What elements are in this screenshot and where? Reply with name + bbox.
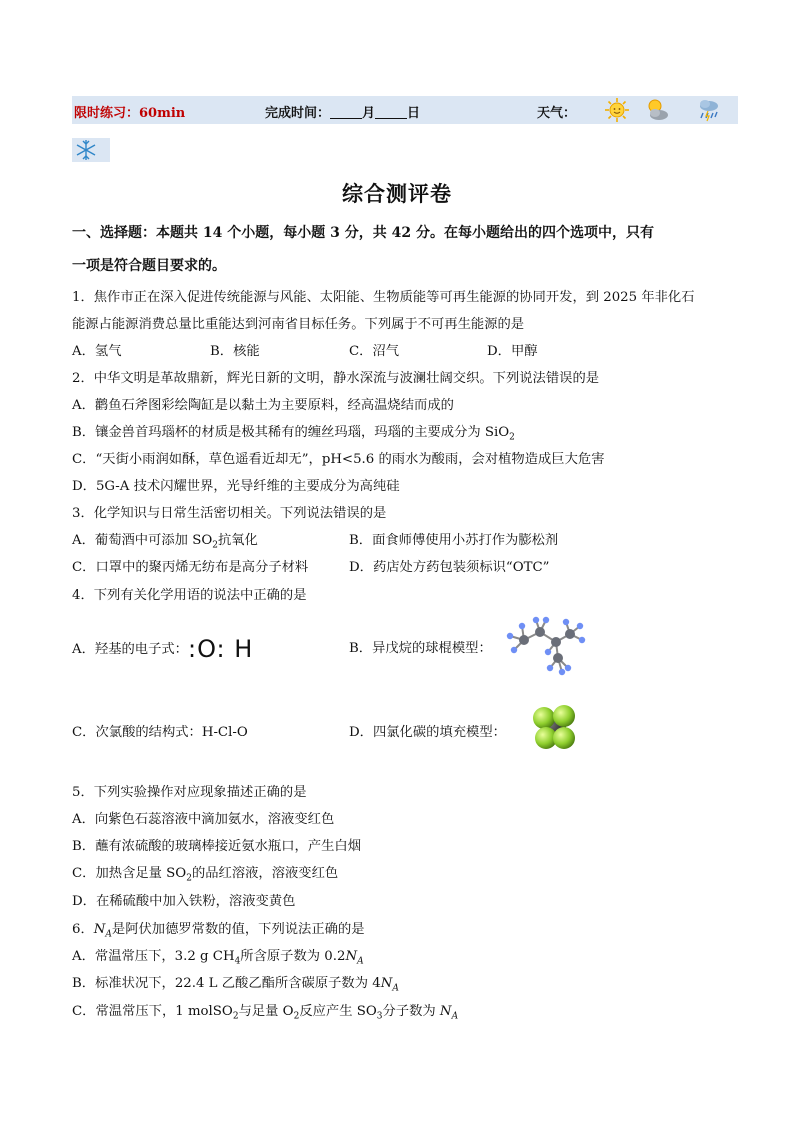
- q1-option-c: C．沼气: [349, 344, 400, 359]
- q1-option-a: A．氢气: [72, 344, 122, 359]
- weather-label: 天气：: [537, 106, 577, 121]
- hydroxyl-electron-formula: :O: H: [187, 635, 254, 663]
- q3-option-c: C．口罩中的聚丙烯无纺布是高分子材料: [72, 560, 309, 575]
- q4-option-d: D．四氯化碳的填充模型：: [349, 725, 506, 740]
- q3-stem: 3．化学知识与日常生活密切相关。下列说法错误的是: [72, 506, 387, 521]
- section-heading-line2: 一项是符合题目要求的。: [72, 258, 226, 274]
- q5-option-d: D．在稀硫酸中加入铁粉，溶液变黄色: [72, 894, 296, 909]
- q5-stem: 5．下列实验操作对应现象描述正确的是: [72, 785, 307, 800]
- completion-time: 完成时间： 月 日: [265, 106, 421, 121]
- snow-icon: [74, 138, 98, 162]
- q2-option-b: B．镶金兽首玛瑙杯的材质是极其稀有的缠丝玛瑙，玛瑙的主要成分为 SiO$_2$: [72, 425, 515, 443]
- q2-option-a: A．鹳鱼石斧图彩绘陶缸是以黏土为主要原料，经高温烧结而成的: [72, 398, 454, 413]
- q3-option-a: A．葡萄酒中可添加 $SO_2$抗氧化: [72, 533, 258, 551]
- snow-box: [72, 138, 110, 162]
- q2-option-c: C．“天街小雨润如酥，草色遥看近却无”，pH<5.6 的雨水为酸雨，会对植物造成巨大危害: [72, 452, 605, 467]
- header-bar: [72, 96, 738, 124]
- q4-stem: 4．下列有关化学用语的说法中正确的是: [72, 588, 307, 603]
- q6-option-b: B．标准状况下，22.4 L 乙酸乙酯所含碳原子数为 $4N_A$: [72, 976, 399, 994]
- page-title: 综合测评卷: [342, 181, 452, 206]
- rain-icon: [696, 97, 722, 123]
- q5-option-c: C．加热含足量 $SO_2$的品红溶液，溶液变红色: [72, 866, 339, 884]
- q2-option-d: D．5G-A 技术闪耀世界，光导纤维的主要成分为高纯硅: [72, 479, 400, 494]
- carbon-tetrachloride-space-filling-model: [528, 700, 582, 756]
- q5-option-b: B．蘸有浓硫酸的玻璃棒接近氨水瓶口，产生白烟: [72, 839, 362, 854]
- q1-stem-line2: 能源占能源消费总量比重能达到河南省目标任务。下列属于不可再生能源的是: [72, 317, 525, 332]
- time-limit: 限时练习：60min: [74, 106, 186, 121]
- q1-option-d: D．甲醇: [487, 344, 538, 359]
- partly-cloudy-icon: [644, 97, 670, 123]
- q6-option-a: A．常温常压下，3.2 g $CH_4$所含原子数为 $0.2N_A$: [72, 949, 364, 967]
- q4-option-b: B．异戊烷的球棍模型：: [349, 641, 492, 656]
- q4-option-a: A．羟基的电子式：:O: H: [72, 635, 254, 663]
- q3-option-b: B．面食师傅使用小苏打作为膨松剂: [349, 533, 559, 548]
- sun-icon: [604, 97, 630, 123]
- q1-option-b: B．核能: [210, 344, 260, 359]
- q2-stem: 2．中华文明是革故鼎新，辉光日新的文明，静水深流与波澜壮阔交织。下列说法错误的是: [72, 371, 600, 386]
- q1-stem-line1: 1．焦作市正在深入促进传统能源与风能、太阳能、生物质能等可再生能源的协同开发，到 2025 年非化石: [72, 290, 695, 305]
- section-heading-line1: 一、选择题：本题共 14 个小题，每小题 3 分，共 42 分。在每小题给出的四个选项中，只有: [72, 225, 654, 241]
- q3-option-d: D．药店处方药包装须标识“OTC”: [349, 560, 550, 575]
- q6-stem: 6．$N_A$是阿伏加德罗常数的值，下列说法正确的是: [72, 922, 365, 940]
- q4-option-c: C．次氯酸的结构式：H-Cl-O: [72, 725, 248, 740]
- isopentane-ball-stick-model: [502, 612, 586, 676]
- q5-option-a: A．向紫色石蕊溶液中滴加氨水，溶液变红色: [72, 812, 335, 827]
- q6-option-c: C．常温常压下，1 molSO$_2$与足量 $O_2$反应产生 $SO_3$分子数为 $N_A$: [72, 1004, 459, 1022]
